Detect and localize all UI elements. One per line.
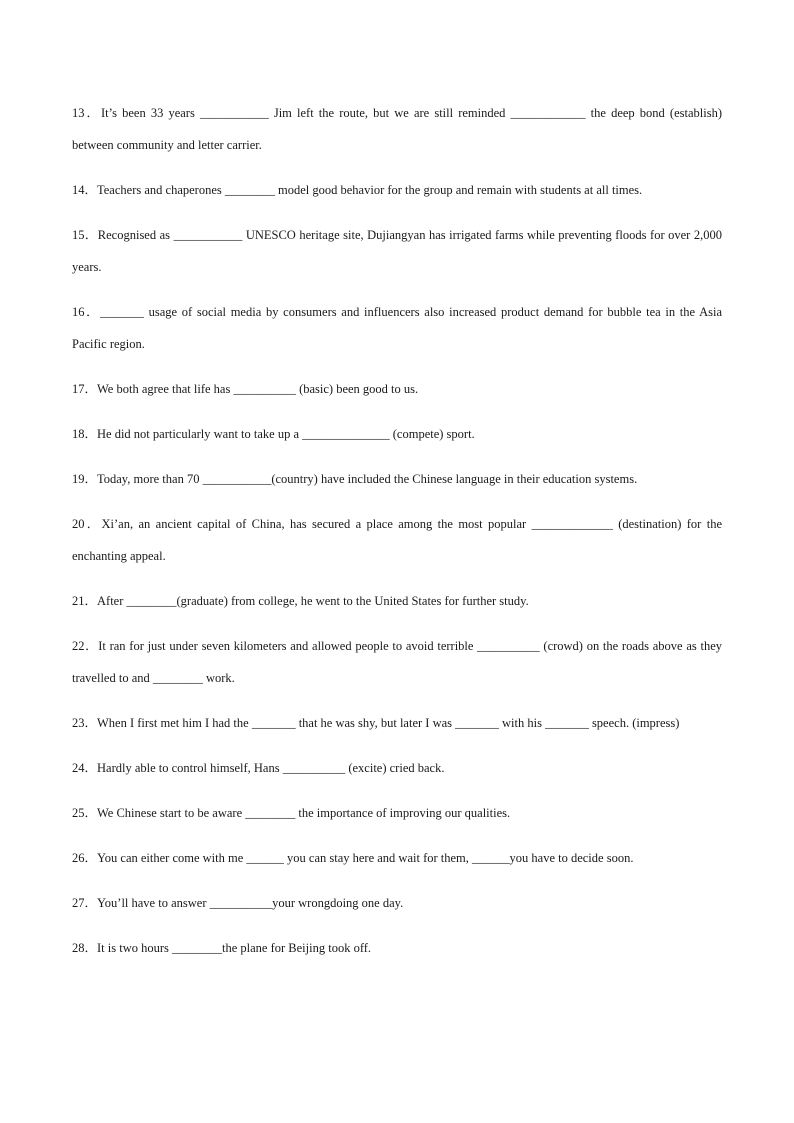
question-20: 20．Xi’an, an ancient capital of China, has secured a place among the most popular _____________ (destination) for the enchanting appeal. [72, 517, 722, 563]
exercise-page [72, 97, 722, 977]
question-24: 24．Hardly able to control himself, Hans __________ (excite) cried back. [72, 761, 445, 775]
question-25: 25．We Chinese start to be aware ________ the importance of improving our qualities. [72, 806, 511, 820]
question-17: 17．We both agree that life has __________ (basic) been good to us. [72, 382, 419, 396]
question-15: 15．Recognised as ___________ UNESCO heritage site, Dujiangyan has irrigated farms while preventing floods for over 2,000 years. [72, 228, 722, 274]
question-23: 23．When I first met him I had the _______ that he was shy, but later I was _______ with his _______ speech. (impress) [72, 716, 680, 730]
question-19: 19．Today, more than 70 ___________(country) have included the Chinese language in their education systems. [72, 472, 638, 486]
question-13: 13．It’s been 33 years ___________ Jim left the route, but we are still reminded ____________ the deep bond (establish) between community and letter carrier. [72, 106, 722, 152]
question-14: 14．Teachers and chaperones ________ model good behavior for the group and remain with students at all times. [72, 183, 643, 197]
question-16: 16．_______ usage of social media by consumers and influencers also increased product demand for bubble tea in the Asia Pacific region. [72, 305, 722, 351]
question-26: 26．You can either come with me ______ you can stay here and wait for them, ______you have to decide soon. [72, 851, 634, 865]
question-27: 27．You’ll have to answer __________your wrongdoing one day. [72, 896, 404, 910]
question-21: 21．After ________(graduate) from college, he went to the United States for further study. [72, 594, 529, 608]
question-22: 22．It ran for just under seven kilometers and allowed people to avoid terrible __________ (crowd) on the roads above as they travelled to and ________ work. [72, 639, 722, 685]
question-18: 18．He did not particularly want to take up a ______________ (compete) sport. [72, 427, 475, 441]
question-28: 28．It is two hours ________the plane for Beijing took off. [72, 941, 372, 955]
